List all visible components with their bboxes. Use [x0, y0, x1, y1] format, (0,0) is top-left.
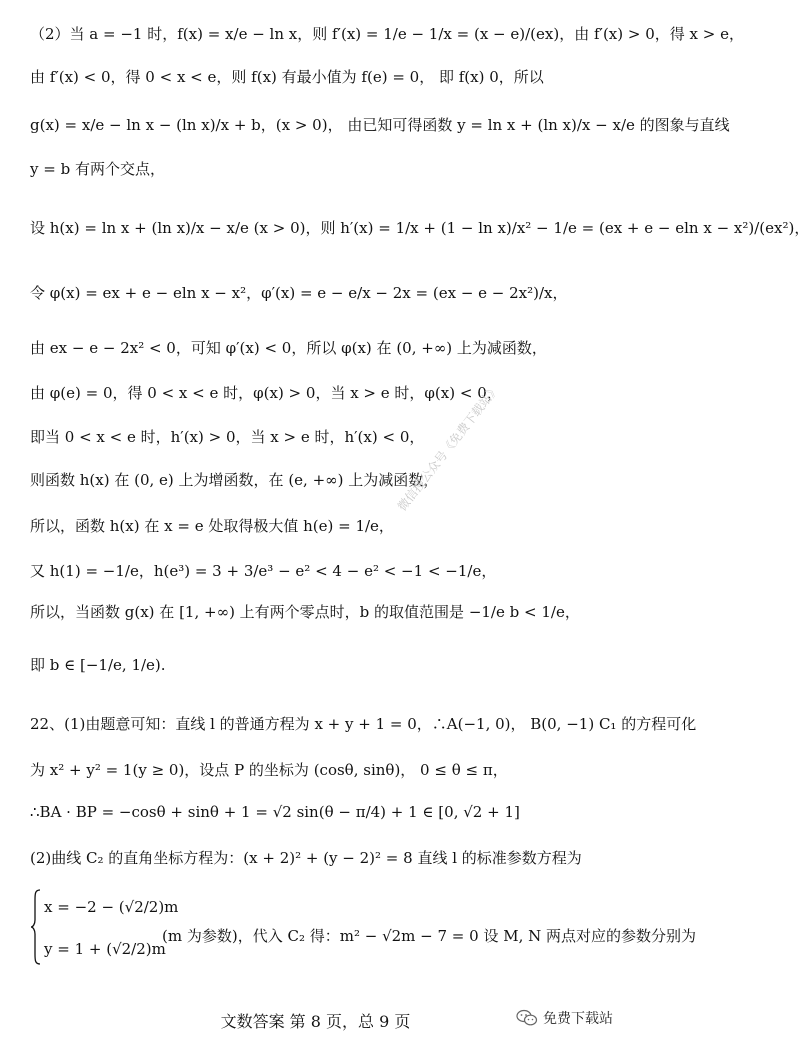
text-line-18: (2)曲线 C₂ 的直角坐标方程为：(x + 2)² + (y − 2)² = 8 直线 l 的标准参数方程为 [30, 849, 582, 867]
equation-y: y = 1 + (√2/2)m [44, 940, 166, 958]
text-line-13: 所以，当函数 g(x) 在 [1, +∞) 上有两个零点时，b 的取值范围是 −1/e b < 1/e， [30, 603, 580, 621]
text-line-17: ∴BA · BP = −cosθ + sinθ + 1 = √2 sin(θ − π/4) + 1 ∈ [0, √2 + 1] [30, 803, 520, 821]
equation-x: x = −2 − (√2/2)m [44, 898, 179, 916]
text-line-14: 即 b ∈ [−1/e, 1/e). [30, 656, 166, 674]
text-line-10: 则函数 h(x) 在 (0, e) 上为增函数，在 (e, +∞) 上为减函数， [30, 471, 439, 489]
text-line-08: 由 φ(e) = 0，得 0 < x < e 时，φ(x) > 0，当 x > e 时，φ(x) < 0， [30, 384, 502, 402]
text-line-07: 由 ex − e − 2x² < 0，可知 φ′(x) < 0，所以 φ(x) 在 (0, +∞) 上为减函数， [30, 339, 547, 357]
equation-substitution-text: (m 为参数)，代入 C₂ 得：m² − √2m − 7 = 0 设 M, N 两点对应的参数分别为 [162, 927, 697, 945]
text-line-01: （2）当 a = −1 时，f(x) = x/e − ln x，则 f′(x) = 1/e − 1/x = (x − e)/(ex)，由 f′(x) > 0，得 x > e， [30, 25, 744, 43]
brand-badge [516, 1008, 613, 1028]
text-line-03: g(x) = x/e − ln x − (ln x)/x + b，(x > 0)， 由已知可得函数 y = ln x + (ln x)/x − x/e 的图象与直线 [30, 116, 730, 134]
watermark-text: 微信搜公众号《免费下载站》 [395, 382, 503, 514]
parametric-equation-system [30, 888, 697, 968]
text-line-15: 22、(1)由题意可知：直线 l 的普通方程为 x + y + 1 = 0，∴A(−1, 0)， B(0, −1) C₁ 的方程可化 [30, 715, 697, 733]
text-line-05: 设 h(x) = ln x + (ln x)/x − x/e (x > 0)，则 h′(x) = 1/x + (1 − ln x)/x² − 1/e = (ex + e − eln x − x²)/(ex²)， [30, 219, 809, 237]
text-line-11: 所以，函数 h(x) 在 x = e 处取得极大值 h(e) = 1/e， [30, 517, 394, 535]
text-line-16: 为 x² + y² = 1(y ≥ 0)，设点 P 的坐标为 (cosθ, sinθ)， 0 ≤ θ ≤ π， [30, 761, 508, 779]
left-brace-icon [30, 888, 42, 966]
wechat-icon [516, 1009, 538, 1027]
page-footer: 文数答案 第 8 页，总 9 页 [220, 1012, 411, 1031]
text-line-04: y = b 有两个交点， [30, 160, 165, 178]
text-line-09: 即当 0 < x < e 时，h′(x) > 0，当 x > e 时，h′(x) < 0， [30, 428, 425, 446]
text-line-12: 又 h(1) = −1/e，h(e³) = 3 + 3/e³ − e² < 4 − e² < −1 < −1/e， [30, 562, 497, 580]
text-line-06: 令 φ(x) = ex + e − eln x − x²，φ′(x) = e − e/x − 2x = (ex − e − 2x²)/x， [30, 284, 568, 302]
brand-label: 免费下载站 [543, 1011, 613, 1027]
text-line-02: 由 f′(x) < 0，得 0 < x < e，则 f(x) 有最小值为 f(e) = 0， 即 f(x) 0，所以 [30, 68, 544, 86]
